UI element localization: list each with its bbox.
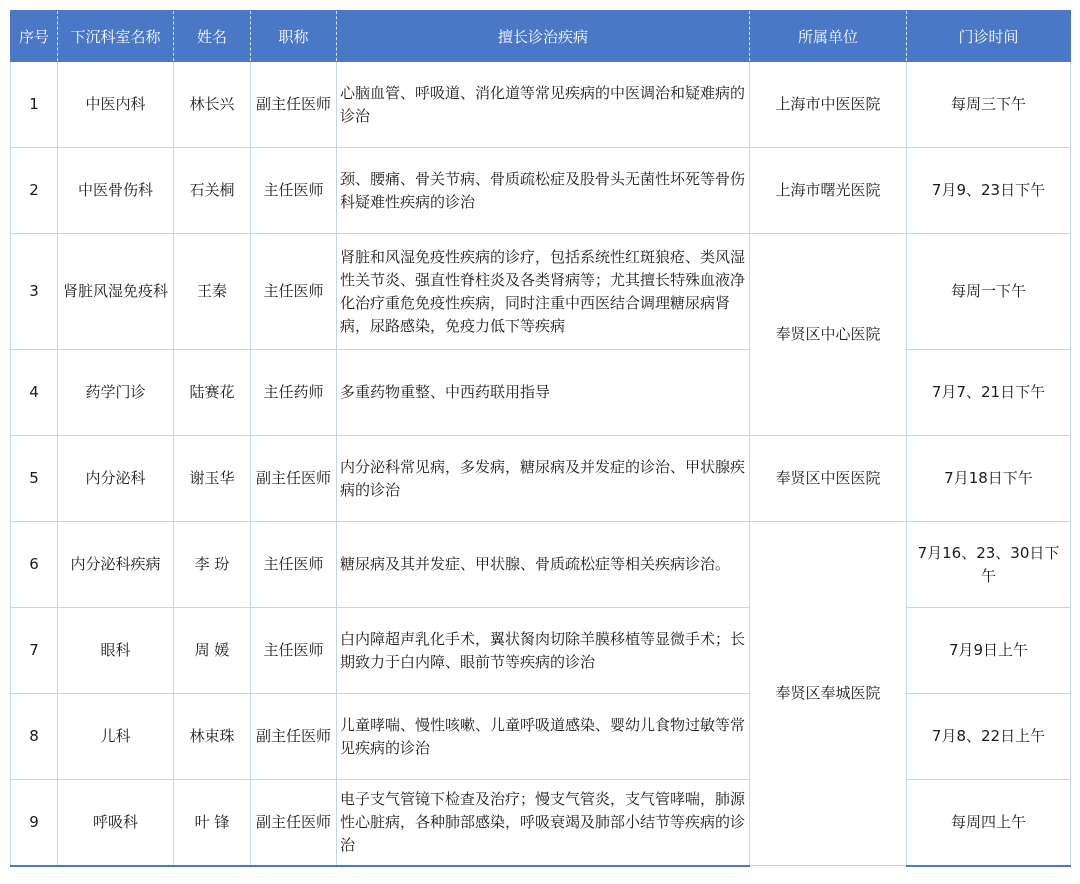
table-row [11,436,1071,522]
cell-title: 副主任医师 [251,780,337,866]
cell-title: 副主任医师 [251,694,337,780]
table-row [11,608,1071,694]
cell-no: 6 [11,522,58,608]
cell-no: 9 [11,780,58,866]
cell-time: 每周三下午 [907,62,1071,148]
cell-expertise: 多重药物重整、中西药联用指导 [337,350,750,436]
cell-expertise: 心脑血管、呼吸道、消化道等常见疾病的中医调治和疑难病的诊治 [337,62,750,148]
cell-dept: 中医骨伤科 [58,148,174,234]
cell-no: 7 [11,608,58,694]
cell-time: 7月9、23日下午 [907,148,1071,234]
cell-expertise: 儿童哮喘、慢性咳嗽、儿童呼吸道感染、婴幼儿食物过敏等常见疾病的诊治 [337,694,750,780]
cell-time: 每周一下午 [907,234,1071,350]
header-name: 姓名 [174,11,251,62]
cell-dept: 内分泌科 [58,436,174,522]
cell-name: 陆赛花 [174,350,251,436]
header-hospital: 所属单位 [750,11,907,62]
cell-dept: 儿科 [58,694,174,780]
cell-time: 每周四上午 [907,780,1071,866]
cell-no: 3 [11,234,58,350]
cell-title: 主任药师 [251,350,337,436]
cell-hospital: 奉贤区中医医院 [750,436,907,522]
cell-expertise: 肾脏和风湿免疫性疾病的诊疗，包括系统性红斑狼疮、类风湿性关节炎、强直性脊柱炎及各类肾病等；尤其擅长特殊血液净化治疗重危免疫性疾病，同时注重中西医结合调理糖尿病肾病，尿路感染，免疫力低下等疾病 [337,234,750,350]
cell-name: 林长兴 [174,62,251,148]
table-container [10,10,1070,867]
cell-time: 7月16、23、30日下午 [907,522,1071,608]
cell-time: 7月7、21日下午 [907,350,1071,436]
cell-hospital: 奉贤区奉城医院 [750,522,907,866]
cell-name: 谢玉华 [174,436,251,522]
cell-expertise: 白内障超声乳化手术，翼状胬肉切除羊膜移植等显微手术；长期致力于白内障、眼前节等疾病的诊治 [337,608,750,694]
cell-title: 主任医师 [251,148,337,234]
table-row [11,234,1071,350]
table-row [11,62,1071,148]
cell-hospital: 奉贤区中心医院 [750,234,907,436]
cell-no: 2 [11,148,58,234]
cell-hospital: 上海市中医医院 [750,62,907,148]
cell-time: 7月18日下午 [907,436,1071,522]
header-title: 职称 [251,11,337,62]
header-no: 序号 [11,11,58,62]
cell-name: 叶 锋 [174,780,251,866]
table-row [11,780,1071,866]
cell-title: 主任医师 [251,234,337,350]
cell-expertise: 糖尿病及其并发症、甲状腺、骨质疏松症等相关疾病诊治。 [337,522,750,608]
cell-name: 李 玢 [174,522,251,608]
cell-name: 周 媛 [174,608,251,694]
cell-dept: 药学门诊 [58,350,174,436]
cell-time: 7月8、22日上午 [907,694,1071,780]
table-row [11,148,1071,234]
cell-no: 5 [11,436,58,522]
cell-expertise: 内分泌科常见病，多发病，糖尿病及并发症的诊治、甲状腺疾病的诊治 [337,436,750,522]
clinic-schedule-table [10,10,1071,867]
cell-dept: 内分泌科疾病 [58,522,174,608]
cell-name: 石关桐 [174,148,251,234]
cell-title: 副主任医师 [251,62,337,148]
cell-hospital: 上海市曙光医院 [750,148,907,234]
cell-name: 王秦 [174,234,251,350]
header-dept: 下沉科室名称 [58,11,174,62]
cell-expertise: 电子支气管镜下检查及治疗；慢支气管炎，支气管哮喘，肺源性心脏病，各种肺部感染，呼吸衰竭及肺部小结节等疾病的诊治 [337,780,750,866]
cell-title: 主任医师 [251,608,337,694]
table-row [11,694,1071,780]
table-row [11,350,1071,436]
header-expertise: 擅长诊治疾病 [337,11,750,62]
table-body [11,62,1071,866]
cell-expertise: 颈、腰痛、骨关节病、骨质疏松症及股骨头无菌性坏死等骨伤科疑难性疾病的诊治 [337,148,750,234]
cell-no: 8 [11,694,58,780]
cell-name: 林束珠 [174,694,251,780]
header-time: 门诊时间 [907,11,1071,62]
header-row [11,11,1071,62]
cell-no: 1 [11,62,58,148]
cell-time: 7月9日上午 [907,608,1071,694]
cell-dept: 眼科 [58,608,174,694]
cell-no: 4 [11,350,58,436]
cell-title: 副主任医师 [251,436,337,522]
cell-dept: 呼吸科 [58,780,174,866]
cell-title: 主任医师 [251,522,337,608]
table-header [11,11,1071,62]
cell-dept: 中医内科 [58,62,174,148]
cell-dept: 肾脏风湿免疫科 [58,234,174,350]
table-row [11,522,1071,608]
